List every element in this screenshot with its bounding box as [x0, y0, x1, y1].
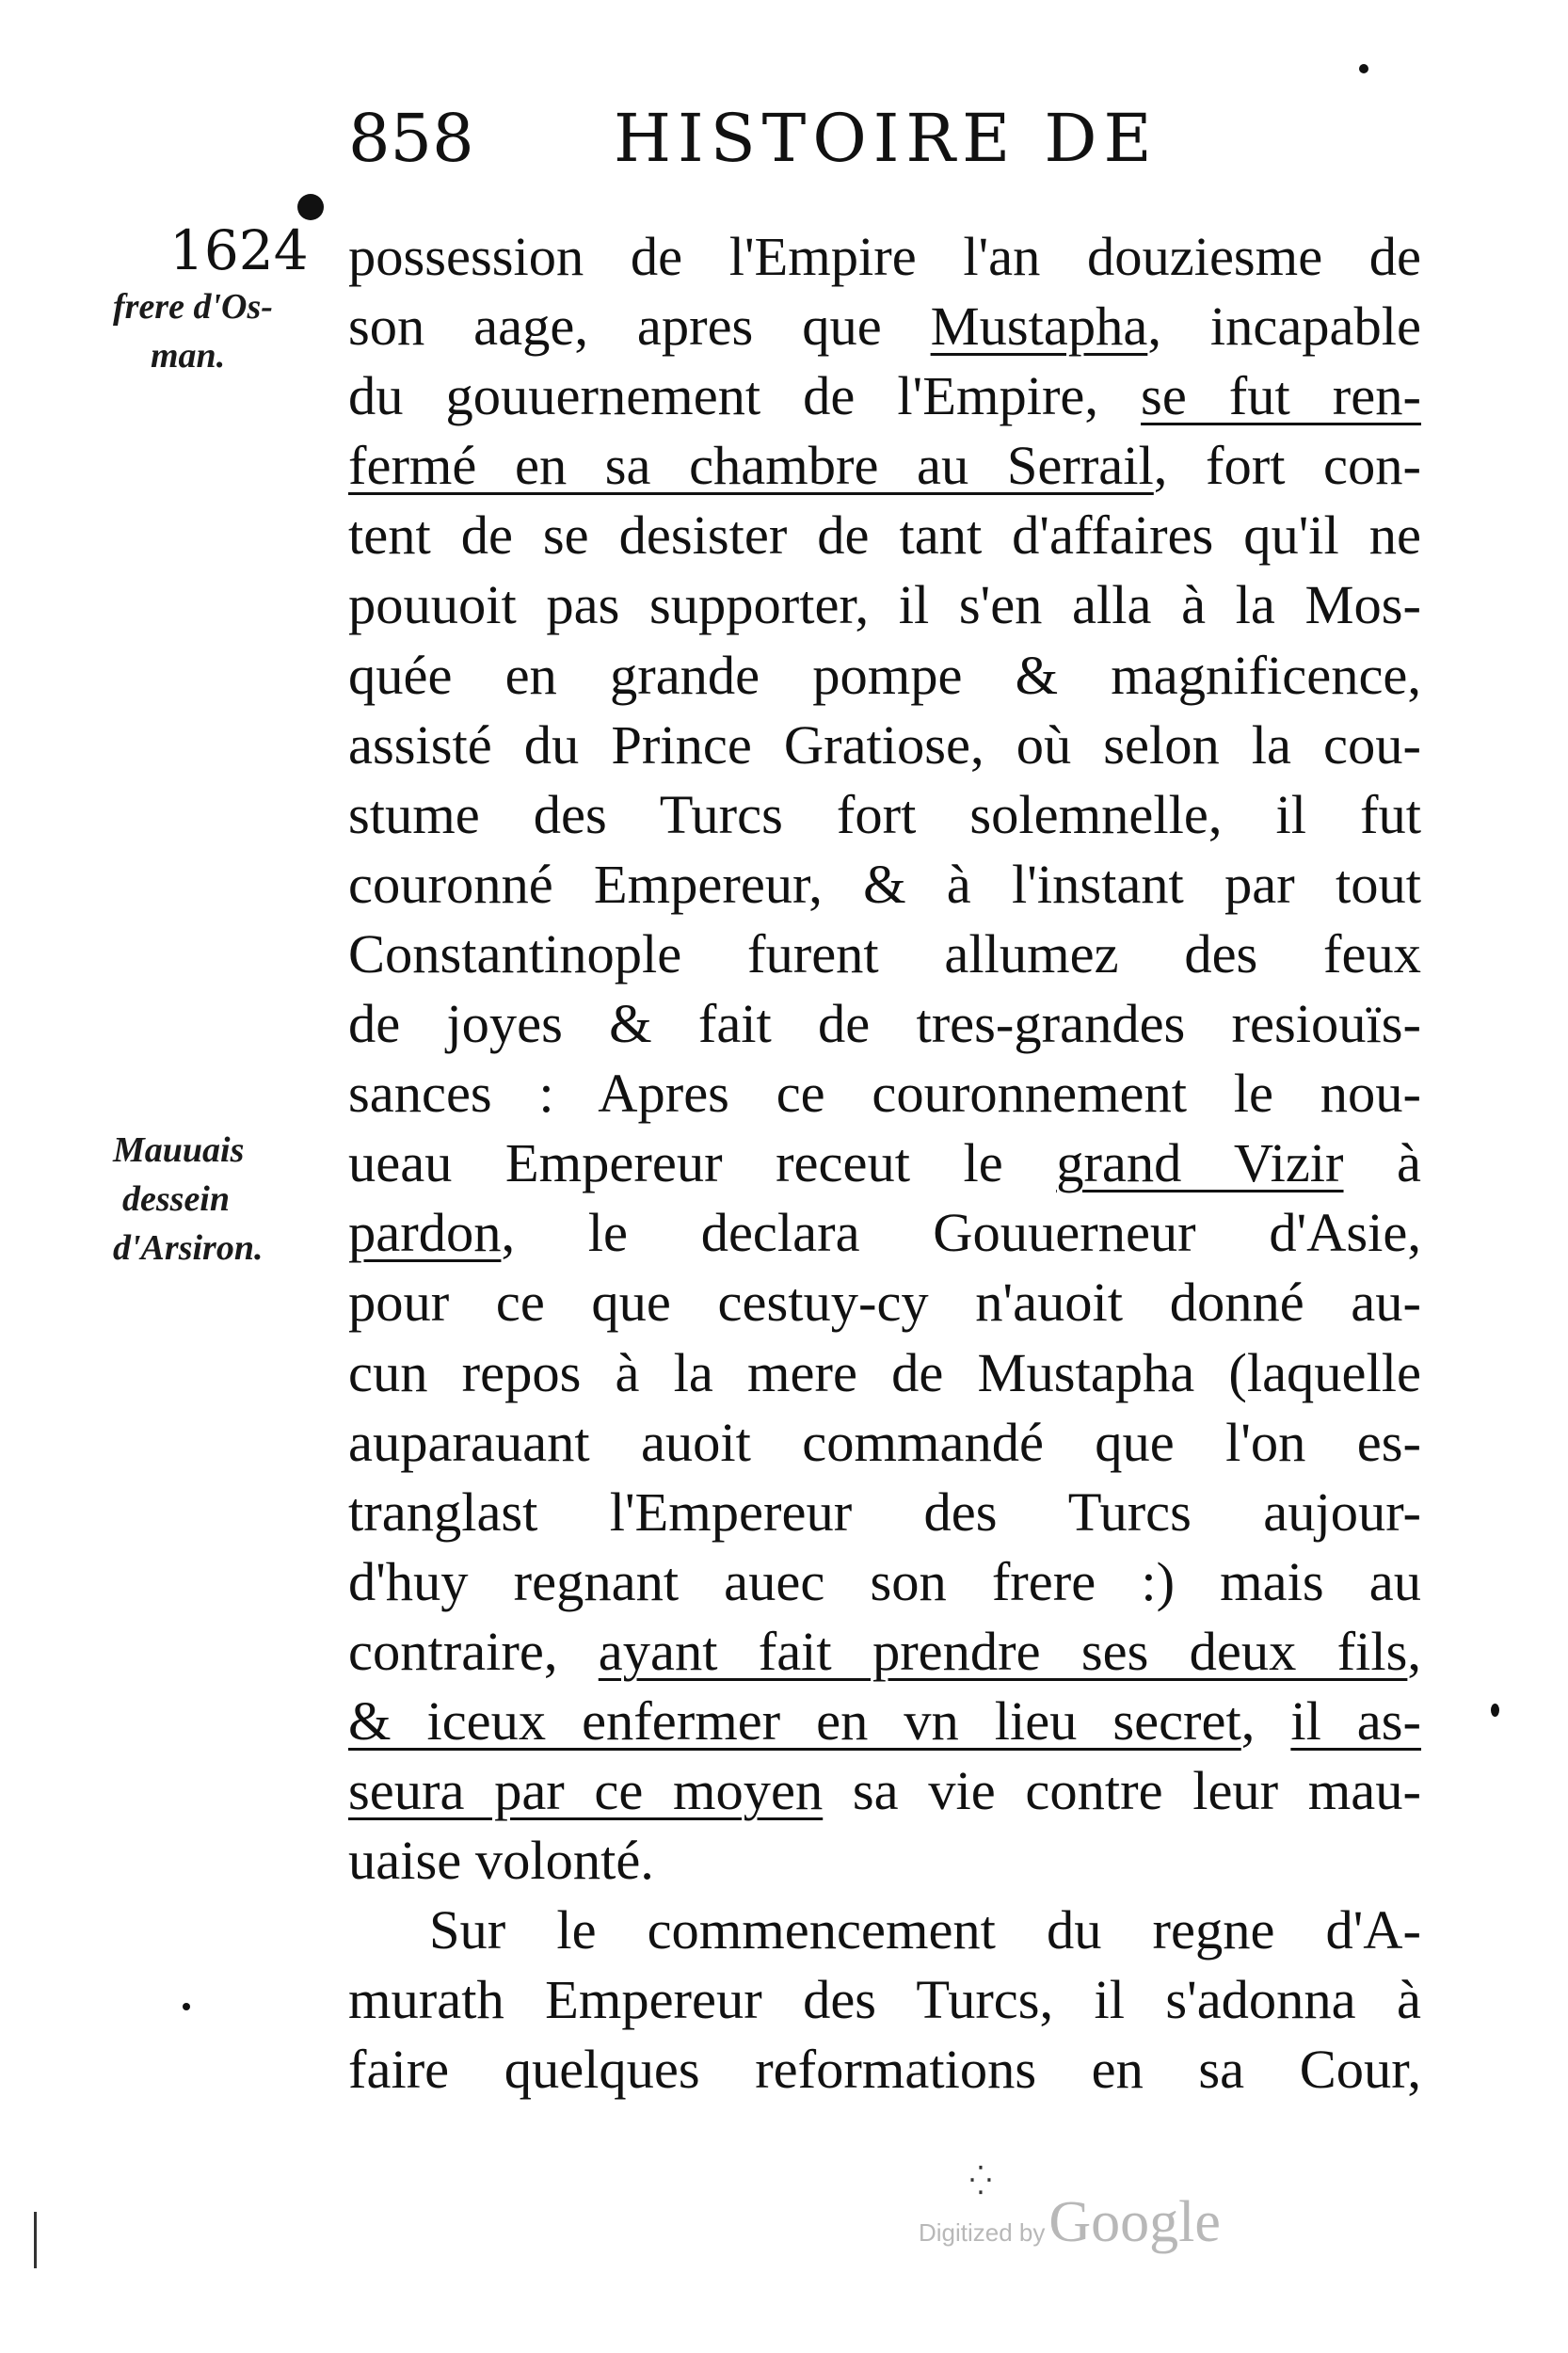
text-line: assisté du Prince Gratiose, où selon la cou- [348, 713, 1421, 776]
margin-note-line: man. [151, 336, 226, 376]
ink-blot [297, 194, 324, 220]
text-segment: seura par ce moyen [348, 1760, 824, 1822]
text-line: murath Empereur des Turcs, il s'adonna à [348, 1969, 1421, 2031]
text-segment: du gouuernement de l'Empire, [348, 365, 1142, 427]
text-line [348, 431, 1421, 501]
text-line: possession de l'Empire l'an douziesme de [348, 226, 1421, 287]
text-line: cun repos à la mere de Mustapha (laquelle [348, 1341, 1421, 1403]
text-segment: , incapable [1147, 296, 1421, 358]
watermark-prefix: Digitized by [919, 2218, 1046, 2247]
text-segment: pardon [348, 1202, 502, 1264]
watermark-brand: Google [1048, 2190, 1221, 2254]
text-segment: , [1240, 1689, 1291, 1752]
ink-speck [183, 2003, 190, 2010]
ink-speck [1359, 64, 1368, 73]
text-segment: , [1407, 1620, 1421, 1682]
text-line [348, 361, 1421, 431]
ink-speck: ⁛ [969, 2165, 992, 2198]
text-segment: & iceux enfermer en vn lieu secret [348, 1689, 1241, 1752]
text-segment: son aage, apres que [348, 296, 931, 358]
text-line: stume des Turcs fort solemnelle, il fut [348, 783, 1421, 845]
margin-year: 1624 [169, 218, 309, 282]
text-line [348, 1687, 1421, 1756]
text-segment: , le declara Gouuerneur d'Asie, [501, 1202, 1421, 1264]
text-line: couronné Empereur, & à l'instant par tout [348, 853, 1421, 915]
text-line: pouuoit pas supporter, il s'en alla à la Mos- [348, 574, 1421, 636]
text-segment: Mustapha [930, 296, 1148, 358]
text-line [348, 292, 1421, 361]
text-line: de joyes & fait de tres-grandes resiouïs- [348, 993, 1421, 1055]
text-line [348, 1128, 1421, 1198]
text-segment: , fort con- [1153, 435, 1421, 497]
text-line [348, 1617, 1421, 1687]
text-segment: ueau Empereur receut le [348, 1132, 1057, 1194]
text-line: Constantinople furent allumez des feux [348, 922, 1421, 984]
text-line: quée en grande pompe & magnificence, [348, 644, 1421, 706]
margin-note-line: d'Arsiron. [113, 1228, 264, 1268]
text-line: pour ce que cestuy-cy n'auoit donné au- [348, 1272, 1421, 1334]
text-segment: il as- [1290, 1689, 1422, 1752]
text-segment: se fut ren- [1141, 365, 1421, 427]
text-line: auparauant auoit commandé que l'on es- [348, 1411, 1421, 1473]
text-segment: contraire, [348, 1620, 599, 1682]
running-title: HISTOIRE DE [614, 100, 1159, 177]
margin-note-frere [113, 282, 273, 380]
text-line: sances : Apres ce couronnement le nou- [348, 1063, 1421, 1125]
margin-note-line: dessein [122, 1179, 230, 1219]
digitized-by-google-watermark [919, 2189, 1221, 2256]
text-line: tent de se desister de tant d'affaires qu'il ne [348, 504, 1421, 567]
margin-note-line: Mauuais [113, 1130, 245, 1170]
ink-speck [1491, 1704, 1499, 1717]
text-line: d'huy regnant auec son frere :) mais au [348, 1550, 1421, 1612]
text-line: tranglast l'Empereur des Turcs aujour- [348, 1481, 1421, 1543]
text-segment: grand Vizir [1056, 1132, 1344, 1194]
text-segment: ayant fait prendre ses deux fils [598, 1620, 1408, 1682]
margin-note-line: frere d'Os- [113, 287, 273, 327]
text-line [348, 1198, 1421, 1268]
page-number: 858 [348, 100, 474, 177]
margin-note-mauuais [113, 1126, 263, 1273]
text-segment: fermé en sa chambre au Serrail [348, 435, 1154, 497]
text-segment: à [1343, 1132, 1422, 1194]
text-segment: sa vie contre leur mau- [823, 1760, 1421, 1822]
text-line [348, 1756, 1421, 1826]
scan-edge-line [34, 2212, 37, 2268]
text-line: faire quelques reformations en sa Cour, [348, 2039, 1421, 2101]
text-line: uaise volonté. [348, 1830, 654, 1892]
body-text [348, 222, 1421, 2105]
text-line: Sur le commencement du regne d'A- [429, 1899, 1421, 1961]
